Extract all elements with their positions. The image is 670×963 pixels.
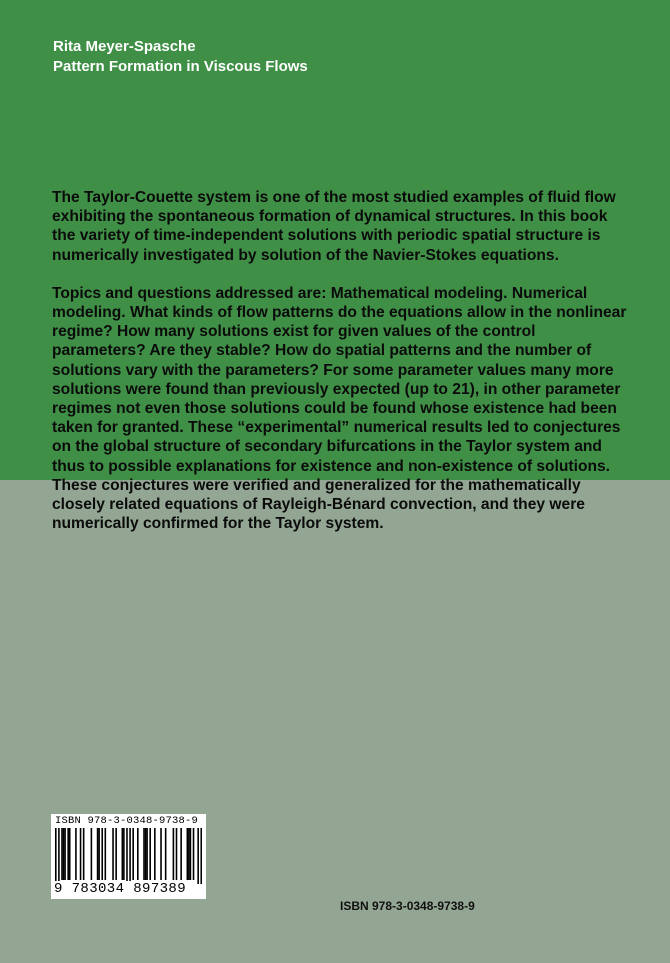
- barcode-bar: [63, 828, 65, 880]
- barcode-bar: [67, 828, 69, 880]
- barcode-bar: [98, 828, 100, 880]
- barcode-bar: [123, 828, 125, 880]
- book-title: Pattern Formation in Viscous Flows: [53, 58, 308, 75]
- barcode-bar: [112, 828, 114, 880]
- back-cover-blurb: [52, 188, 632, 533]
- blurb-paragraph-1: The Taylor-Couette system is one of the most studied examples of fluid flow exhibiting the spontaneous formation of dynamical structures. In this book the variety of time-independent solutions with periodic spatial structure is numerically investigated by solution of the Navier-Stokes equations.: [52, 189, 616, 264]
- barcode-bar: [126, 828, 128, 884]
- barcode-bar: [55, 828, 57, 884]
- barcode-bar: [145, 828, 147, 880]
- barcode-bar: [91, 828, 93, 880]
- barcode-bar: [105, 828, 107, 880]
- barcode-bar: [129, 828, 131, 884]
- barcode-bar: [61, 828, 63, 880]
- barcode-bar: [165, 828, 167, 880]
- barcode-bar: [80, 828, 82, 880]
- barcode-bar: [190, 828, 192, 880]
- barcode-bar: [173, 828, 175, 880]
- barcode-bar: [75, 828, 77, 880]
- barcode-bar: [187, 828, 189, 880]
- isbn-footer: ISBN 978-3-0348-9738-9: [340, 899, 475, 913]
- barcode-bar: [58, 828, 60, 884]
- barcode-bar: [83, 828, 85, 880]
- barcode-bar: [97, 828, 99, 880]
- barcode-bar: [176, 828, 178, 880]
- barcode-bar: [101, 828, 103, 880]
- barcode-bar: [146, 828, 148, 880]
- barcode-bar: [132, 828, 134, 880]
- barcode-bar: [149, 828, 151, 880]
- barcode-bar: [115, 828, 117, 880]
- barcode-digits: 9 783034 897389: [54, 881, 187, 897]
- barcode-bar: [197, 828, 199, 884]
- cover-header: [53, 37, 308, 77]
- barcode-bar: [122, 828, 124, 880]
- author-name: Rita Meyer-Spasche: [53, 38, 196, 55]
- barcode-bar: [193, 828, 195, 880]
- barcode-bar: [200, 828, 202, 884]
- barcode-bar: [69, 828, 71, 880]
- barcode-bar: [188, 828, 190, 880]
- blurb-paragraph-2: Topics and questions addressed are: Mathematical modeling. Numerical modeling. What kinds of flow patterns do the equations allow in the nonlinear regime? How many solutions exist for given values of the control parameters? Are they stable? How do spatial patterns and the number of solutions vary with the parameters? For some parameter values many more solutions were found than previously expected (up to 21), in other parameter regimes not even those solutions could be found whose existence had been taken for granted. These “experimental” numerical results led to conjectures on the global structure of secondary bifurcations in the Taylor system and thus to possible explanations for existence and non-existence of solutions. These conjectures were verified and generalized for the mathematically closely related equations of Rayleigh-Bénard convection, and they were numerically confirmed for the Taylor system.: [52, 284, 627, 533]
- barcode-bar: [137, 828, 139, 880]
- barcode-box: [51, 814, 206, 899]
- barcode-bar: [143, 828, 145, 880]
- barcode-isbn-label: ISBN 978-3-0348-9738-9: [55, 815, 199, 827]
- barcode-bar: [64, 828, 66, 880]
- barcode-bar: [154, 828, 156, 880]
- barcode-bar: [160, 828, 162, 880]
- barcode-bar: [180, 828, 182, 880]
- barcode-bars: [55, 828, 202, 884]
